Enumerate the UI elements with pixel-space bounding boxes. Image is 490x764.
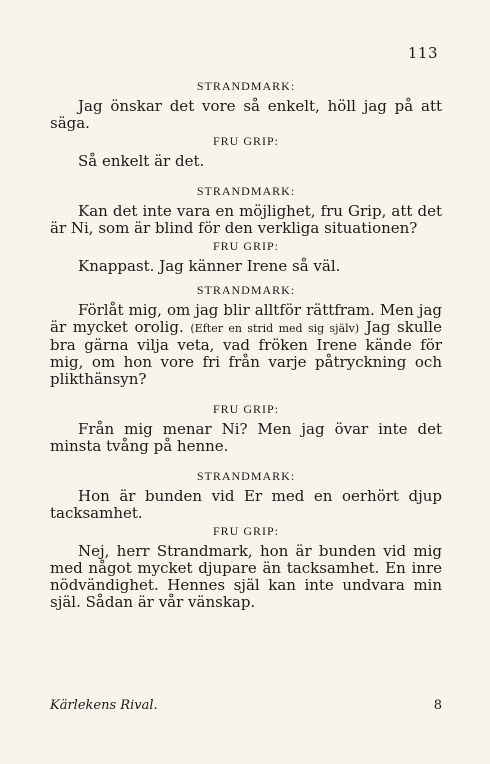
speech-text-after: Jag skulle bra gärna vilja veta, vad fröken Irene kände för mig, om hon vore fri från varje påtryckning och plikthänsyn? [50, 318, 442, 388]
speech-text: Från mig menar Ni? Men jag övar inte det minsta tvång på henne. [50, 420, 442, 455]
stage-direction: (Efter en strid med sig själv) [190, 322, 360, 335]
speaker-name: FRU GRIP: [212, 402, 280, 416]
speaker-name: FRU GRIP: [212, 239, 280, 253]
speech-text: Nej, herr Strandmark, hon är bunden vid mig med något mycket djupare än tacksamhet. En inre nödvändighet. Hennes själ kan inte undvara min själ. Sådan är vår vänskap. [50, 542, 442, 611]
speech-text-before: Förlåt mig, om jag blir alltför rättfram. Men jag är mycket orolig. [50, 301, 442, 336]
page-footer [50, 698, 442, 713]
speech-text: Kan det inte vara en möjlighet, fru Grip, att det är Ni, som är blind för den verkliga situationen? [50, 202, 442, 237]
page-number: 113 [407, 44, 438, 62]
speaker-name: FRU GRIP: [212, 524, 280, 538]
running-title: Kärlekens Rival. [50, 698, 158, 713]
speech-text: Hon är bunden vid Er med en oerhört djup tacksamhet. [50, 487, 442, 522]
speaker-name: FRU GRIP: [212, 134, 280, 148]
speech-text: Så enkelt är det. [78, 152, 205, 170]
speech-text: Jag önskar det vore så enkelt, höll jag på att säga. [50, 97, 442, 132]
dialogue [50, 77, 442, 611]
speaker-name: STRANDMARK: [196, 184, 296, 198]
speaker-name: STRANDMARK: [196, 283, 296, 297]
speech-text: Knappast. Jag känner Irene så väl. [78, 257, 341, 275]
signature-mark: 8 [433, 698, 442, 713]
speaker-name: STRANDMARK: [196, 79, 296, 93]
speech-text [50, 302, 442, 388]
speaker-name: STRANDMARK: [196, 469, 296, 483]
